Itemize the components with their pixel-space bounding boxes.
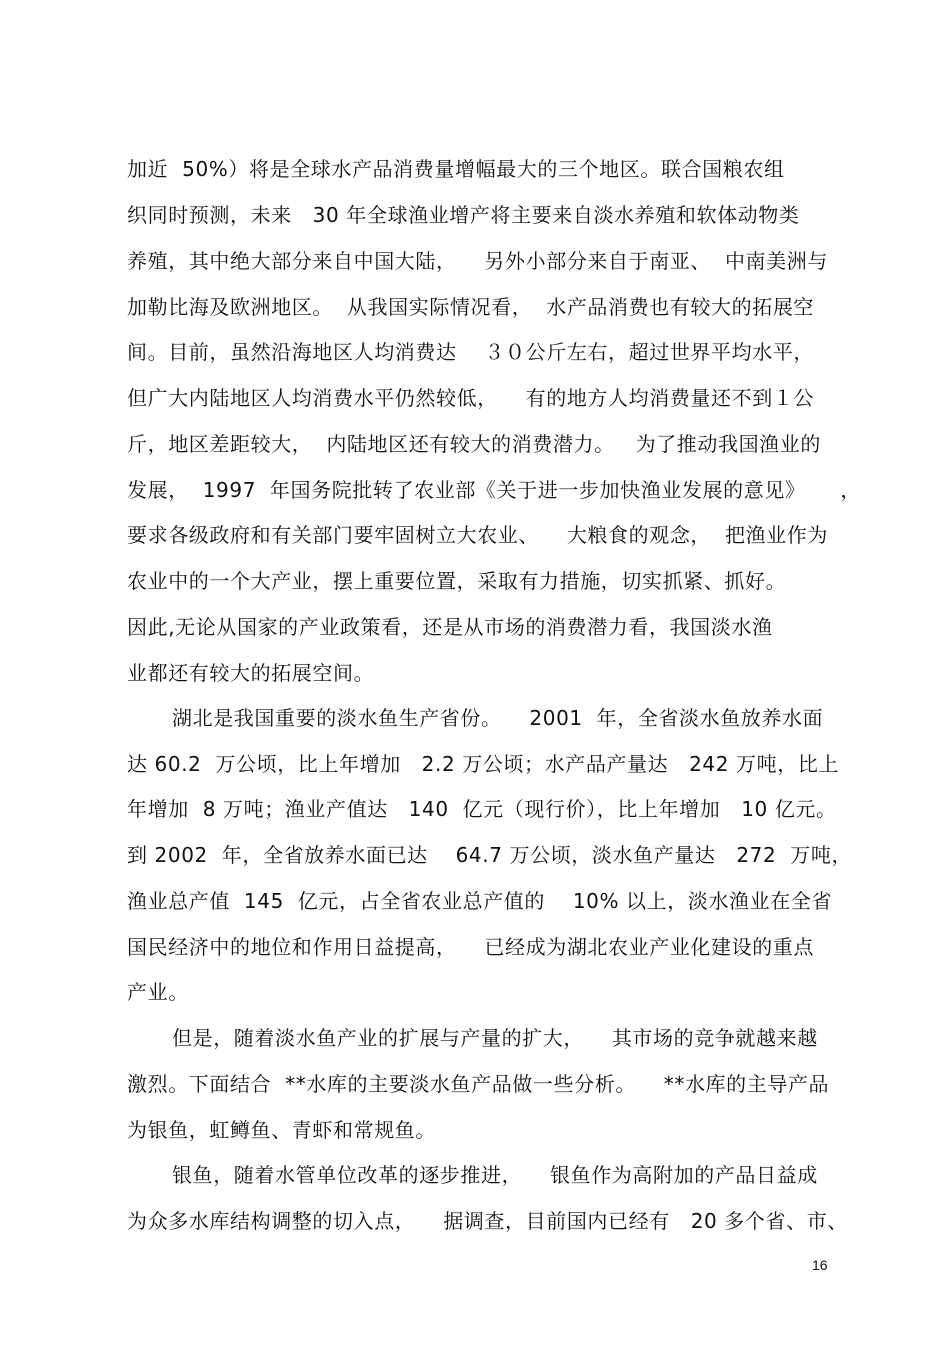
text-line: 年增加 8 万吨；渔业产值达 140 亿元（现行价），比上年增加 10 亿元。 (127, 797, 837, 821)
text-line: 但广大内陆地区人均消费水平仍然较低， 有的地方人均消费量还不到１公 (127, 386, 815, 410)
text-line: 农业中的一个大产业，摆上重要位置，采取有力措施，切实抓紧、抓好。 (127, 569, 787, 593)
page-number: 16 (812, 1257, 828, 1273)
text-line: 因此,无论从国家的产业政策看，还是从市场的消费潜力看，我国淡水渔 (127, 615, 773, 639)
paragraph-first-line: 湖北是我国重要的淡水鱼生产省份。 2001 年，全省淡水鱼放养水面 (172, 706, 824, 730)
text-line: 为银鱼，虹鳟鱼、青虾和常规鱼。 (127, 1118, 436, 1142)
text-line: 渔业总产值 145 亿元，占全省农业总产值的 10% 以上，淡水渔业在全省 (127, 889, 833, 913)
text-line: 要求各级政府和有关部门要牢固树立大农业、 大粮食的观念， 把渔业作为 (127, 523, 828, 547)
text-line: 国民经济中的地位和作用日益提高， 已经成为湖北农业产业化建设的重点 (127, 935, 815, 959)
text-line: 产业。 (127, 980, 189, 1004)
text-line: 织同时预测，未来 30 年全球渔业增产将主要来自淡水养殖和软体动物类 (127, 203, 800, 227)
paragraph-first-line: 银鱼，随着水管单位改革的逐步推进， 银鱼作为高附加的产品日益成 (172, 1163, 818, 1187)
text-line: 加近 50%）将是全球水产品消费量增幅最大的三个地区。联合国粮农组 (127, 157, 785, 181)
text-line: 间。目前，虽然沿海地区人均消费达 ３０公斤左右，超过世界平均水平， (127, 340, 815, 364)
text-line: 激烈。下面结合 **水库的主要淡水鱼产品做一些分析。 **水库的主导产品 (127, 1072, 830, 1096)
text-line: 发展， 1997 年国务院批转了农业部《关于进一步加快渔业发展的意见》 ， (127, 478, 861, 502)
paragraph-first-line: 但是，随着淡水鱼产业的扩展与产量的扩大， 其市场的竞争就越来越 (172, 1026, 818, 1050)
text-line: 加勒比海及欧洲地区。 从我国实际情况看， 水产品消费也有较大的拓展空 (127, 295, 815, 319)
text-line: 斤，地区差距较大， 内陆地区还有较大的消费潜力。 为了推动我国渔业的 (127, 432, 821, 456)
text-line: 为众多水库结构调整的切入点， 据调查，目前国内已经有 20 多个省、市、 (127, 1209, 848, 1233)
text-line: 到 2002 年，全省放养水面已达 64.7 万公顷，淡水鱼产量达 272 万吨， (127, 843, 853, 867)
text-line: 养殖，其中绝大部分来自中国大陆， 另外小部分来自于南亚、 中南美洲与 (127, 249, 828, 273)
text-line: 达 60.2 万公顷，比上年增加 2.2 万公顷；水产品产量达 242 万吨，比上 (127, 752, 840, 776)
text-line: 业都还有较大的拓展空间。 (127, 661, 375, 685)
